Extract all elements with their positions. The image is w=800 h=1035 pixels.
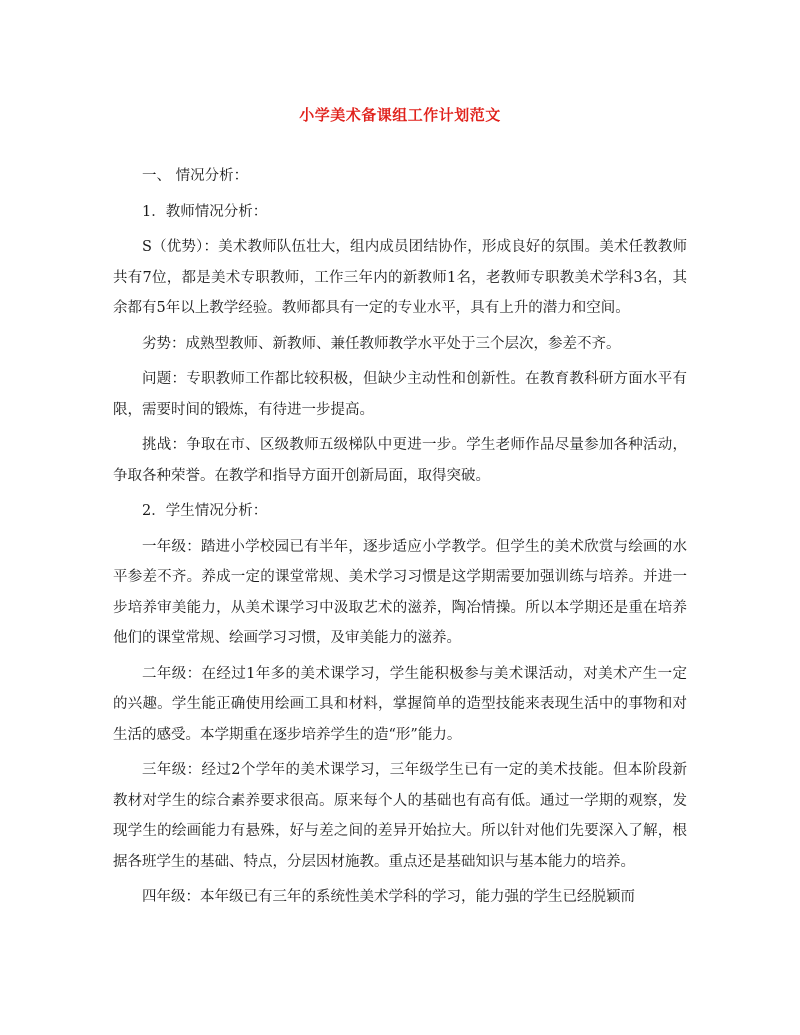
paragraph-grade-four: 四年级：本年级已有三年的系统性美术学科的学习，能力强的学生已经脱颖而 — [142, 889, 635, 905]
paragraph-strengths: S（优势）：美术教师队伍壮大，组内成员团结协作，形成良好的氛围。美术任教教师共有7位，都是美术专职教师，工作三年内的新教师1名，老教师专职教美术学科3名，其余都有5年以上教学经验。教师都具有一定的专业水平，具有上升的潜力和空间。 — [113, 239, 687, 316]
paragraph-grade-three: 三年级：经过2个学年的美术课学习，三年级学生已有一定的美术技能。但本阶段新教材对学生的综合素养要求很高。原来每个人的基础也有高有低。通过一学期的观察，发现学生的绘画能力有悬殊，好与差之间的差异开始拉大。所以针对他们先要深入了解，根据各班学生的基础、特点，分层因材施教。重点还是基础知识与基本能力的培养。 — [113, 762, 687, 870]
paragraph-section-heading: 一、 情况分析： — [142, 168, 249, 184]
paragraph-weaknesses: 劣势：成熟型教师、新教师、兼任教师教学水平处于三个层次，参差不齐。 — [142, 335, 621, 352]
paragraph-grade-two: 二年级：在经过1年多的美术课学习，学生能积极参与美术课活动，对美术产生一定的兴趣。学生能正确使用绘画工具和材料，掌握简单的造型技能来表现生活中的事物和对生活的感受。本学期重在逐步培养学生的造“形”能力。 — [113, 665, 687, 743]
paragraph-problems: 问题：专职教师工作都比较积极，但缺少主动性和创新性。在教育教科研方面水平有限，需要时间的锻炼，有待进一步提高。 — [113, 371, 687, 418]
document-body — [113, 161, 687, 918]
paragraph-challenges: 挑战：争取在市、区级教师五级梯队中更进一步。学生老师作品尽量参加各种活动，争取各种荣誉。在教学和指导方面开创新局面，取得突破。 — [113, 437, 687, 484]
paragraph-grade-one: 一年级：踏进小学校园已有半年，逐步适应小学教学。但学生的美术欣赏与绘画的水平参差不齐。养成一定的课堂常规、美术学习习惯是这学期需要加强训练与培养。并进一步培养审美能力，从美术课学习中汲取艺术的滋养，陶冶情操。所以本学期还是重在培养他们的课堂常规、绘画学习习惯，及审美能力的滋养。 — [113, 538, 687, 646]
document-title: 小学美术备课组工作计划范文 — [299, 106, 501, 124]
paragraph-subheading-students: 2．学生情况分析： — [142, 503, 268, 519]
paragraph-subheading-teachers: 1．教师情况分析： — [142, 203, 268, 220]
